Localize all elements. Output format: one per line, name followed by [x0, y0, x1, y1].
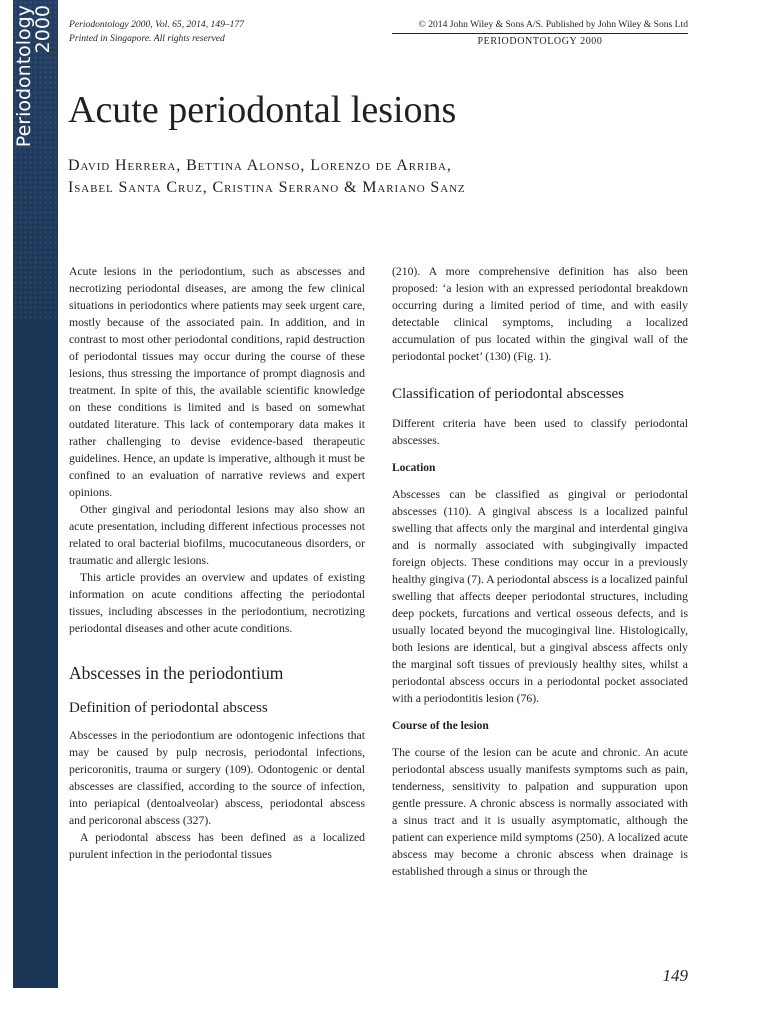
- copyright-line: © 2014 John Wiley & Sons A/S. Published by John Wiley & Sons Ltd: [418, 19, 688, 30]
- paragraph: Acute lesions in the periodontium, such as abscesses and necrotizing periodontal diseases, are among the few clinical situations in periodontics where patients may seek urgent care, mostly because of the associated pain. In addition, and in contrast to most other periodontal conditions, rapid destruction of periodontal tissues may occur during the course of these lesions, thus stressing the importance of prompt diagnosis and treatment. In spite of this, the available scientific knowledge on these conditions is limited and is based on somewhat outdated literature. This lack of contemporary data makes it rather challenging to devise evidence-based therapeutic guidelines. Hence, an update is imperative, although it must be confined to an evaluation of narrative reviews and expert opinions.: [69, 265, 365, 499]
- paragraph: This article provides an overview and updates of existing information on acute conditions affecting the periodontal tissues, including abscesses in the periodontium, necrotizing periodontal diseases and other acute conditions.: [69, 571, 365, 635]
- journal-sidebar: [13, 0, 58, 988]
- sidebar-title-line1: Periodontology: [13, 5, 35, 148]
- paragraph: Different criteria have been used to classify periodontal abscesses.: [392, 417, 688, 447]
- paragraph: (210). A more comprehensive definition has also been proposed: ‘a lesion with an expressed periodontal breakdown occurring during a limited period of time, and with easily detectable clinical symptoms, including a localized accumulation of pus located within the gingival wall of the periodontal pocket’ (130) (Fig. 1).: [392, 265, 688, 363]
- right-column: [392, 263, 688, 880]
- paragraph: Other gingival and periodontal lesions may also show an acute presentation, including different infectious processes not related to oral bacterial biofilms, mucocutaneous disorders, or traumatic and allergic lesions.: [69, 503, 365, 567]
- paragraph: Abscesses can be classified as gingival or periodontal abscesses (110). A gingival abscess is a localized painful swelling that affects only the marginal and interdental gingiva and is normally associated with subgingivally impacted foreign objects. These conditions may occur in a previously healthy gingiva (7). A periodontal abscess is a localized painful swelling that affects deeper periodontal structures, including deep pockets, furcations and vertical osseous defects, and is usually located beyond the mucogingival line. Histologically, both lesions are identical, but a gingival abscess affects only the marginal soft tissues of previously healthy sites, whilst a periodontal abscess occurs in a periodontal pocket associated with a periodontitis lesion (76).: [392, 488, 688, 705]
- header-journal-name: PERIODONTOLOGY 2000: [477, 36, 603, 47]
- section-heading-abscesses: Abscesses in the periodontium: [69, 663, 284, 683]
- citation-line: Periodontology 2000, Vol. 65, 2014, 149–177: [69, 19, 245, 30]
- author-line-1: David Herrera, Bettina Alonso, Lorenzo de Arriba,: [68, 157, 452, 174]
- sidebar-band: [13, 320, 58, 988]
- minor-heading-location: Location: [392, 462, 436, 474]
- header-rule: [392, 33, 688, 34]
- paragraph: A periodontal abscess has been defined as a localized purulent infection in the periodontal tissues: [69, 831, 365, 861]
- header-left: [69, 18, 244, 46]
- author-line-2: Isabel Santa Cruz, Cristina Serrano & Mariano Sanz: [68, 179, 466, 196]
- page-number: 149: [662, 966, 688, 985]
- paragraph: The course of the lesion can be acute and chronic. An acute periodontal abscess usually manifests symptoms such as pain, tenderness, sensitivity to palpation and suppuration upon gentle pressure. A chronic abscess is normally associated with a sinus tract and it is usually asymptomatic, although the patient can experience mild symptoms (250). A localized acute abscess may become a chronic abscess when drainage is established through a sinus or through the: [392, 746, 688, 878]
- author-list: [68, 155, 688, 199]
- sidebar-journal-title: [15, 5, 57, 175]
- minor-heading-course: Course of the lesion: [392, 720, 489, 732]
- article-title: Acute periodontal lesions: [68, 89, 457, 131]
- subsection-heading-definition: Definition of periodontal abscess: [69, 700, 268, 716]
- header-right: [419, 18, 688, 32]
- printed-line: Printed in Singapore. All rights reserved: [69, 33, 225, 44]
- subsection-heading-classification: Classification of periodontal abscesses: [392, 386, 625, 402]
- left-column: [69, 263, 365, 863]
- paragraph: Abscesses in the periodontium are odontogenic infections that may be caused by pulp necrosis, periodontal infections, pericoronitis, trauma or surgery (109). Odontogenic or dental abscesses are classified, according to the source of infection, into periapical (dentoalveolar) abscess, periodontal abscess and pericoronal abscess (327).: [69, 729, 365, 827]
- sidebar-title-line2: 2000: [32, 5, 54, 54]
